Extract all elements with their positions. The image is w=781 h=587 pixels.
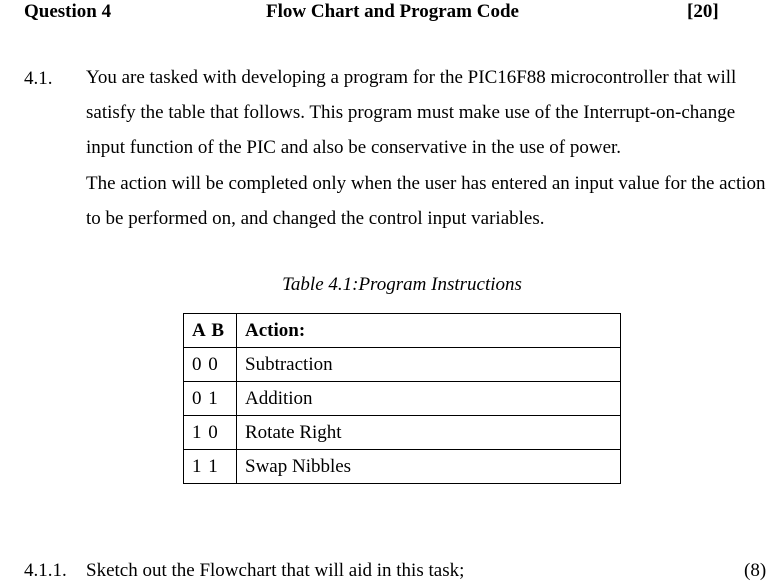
section-paragraph-1: You are tasked with developing a program for the PIC16F88 microcontroller that will satisfy the table that follows. This program must make use of the Interrupt-on-change input function of the PIC and also be conservative in the use of power. (86, 67, 737, 158)
table-header-row (184, 314, 621, 348)
row-ab: 0 0 (184, 348, 237, 382)
question-title: Flow Chart and Program Code (266, 1, 519, 22)
section-paragraph-2: The action will be completed only when the user has entered an input value for the action to be performed on, and changed the control input variables. (86, 173, 766, 229)
question-label: Question 4 (24, 1, 112, 22)
row-ab: 1 0 (184, 416, 237, 450)
question-header (0, 0, 781, 26)
subquestion-marks: (8) (744, 560, 767, 581)
row-action: Subtraction (237, 348, 621, 382)
subquestion-number: 4.1.1. (24, 560, 67, 581)
program-instructions-table (183, 313, 621, 484)
section-number: 4.1. (24, 68, 53, 89)
question-marks: [20] (687, 1, 719, 22)
table-row (184, 416, 621, 450)
row-action: Addition (237, 382, 621, 416)
row-ab: 1 1 (184, 450, 237, 484)
table-row (184, 348, 621, 382)
table-caption: Table 4.1:Program Instructions (282, 274, 522, 295)
table-row (184, 382, 621, 416)
row-ab: 0 1 (184, 382, 237, 416)
header-action: Action: (237, 314, 621, 348)
subquestion-text: Sketch out the Flowchart that will aid in this task; (86, 560, 465, 581)
row-action: Rotate Right (237, 416, 621, 450)
row-action: Swap Nibbles (237, 450, 621, 484)
table-row (184, 450, 621, 484)
header-ab: A B (184, 314, 237, 348)
